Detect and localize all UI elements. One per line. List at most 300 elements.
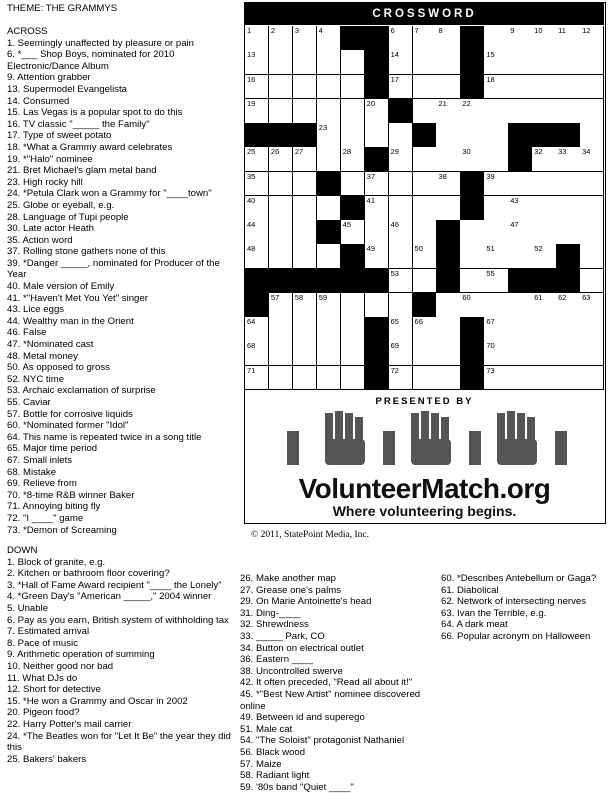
- grid-cell[interactable]: [389, 172, 413, 197]
- grid-cell[interactable]: [556, 341, 580, 366]
- grid-cell[interactable]: [436, 99, 460, 124]
- clue-number: 6: [390, 26, 395, 35]
- clue-number: 29: [390, 147, 399, 157]
- clue-item: 55. Caviar: [7, 397, 51, 408]
- grid-block: [460, 50, 484, 75]
- grid-cell[interactable]: [245, 317, 269, 342]
- grid-cell[interactable]: [293, 317, 317, 342]
- grid-cell[interactable]: [317, 123, 341, 148]
- grid-block: [532, 269, 556, 294]
- grid-cell[interactable]: [532, 293, 556, 318]
- clue-number: 58: [294, 292, 304, 302]
- grid-cell[interactable]: [436, 147, 460, 172]
- grid-cell[interactable]: [269, 220, 293, 245]
- grid-cell[interactable]: [269, 99, 293, 124]
- grid-cell[interactable]: [580, 269, 604, 294]
- clue-item: 45. *"Best New Artist" nominee discovered online: [240, 688, 421, 712]
- grid-cell[interactable]: [413, 244, 437, 269]
- grid-cell[interactable]: [580, 317, 604, 342]
- grid-cell[interactable]: [365, 172, 389, 197]
- grid-cell[interactable]: [245, 341, 269, 366]
- grid-block: [365, 75, 389, 100]
- grid-cell[interactable]: [269, 317, 293, 342]
- grid-block: [508, 147, 532, 172]
- presented-by-label: PRESENTED BY: [375, 396, 474, 407]
- grid-cell[interactable]: [245, 99, 269, 124]
- grid-cell[interactable]: [508, 220, 532, 245]
- grid-cell[interactable]: [365, 123, 389, 148]
- grid-cell[interactable]: [484, 123, 508, 148]
- grid-cell[interactable]: [245, 147, 269, 172]
- grid-cell[interactable]: [341, 147, 365, 172]
- clue-item: 51. Male cat: [240, 723, 293, 735]
- grid-block: [269, 269, 293, 294]
- grid-cell[interactable]: [269, 147, 293, 172]
- clue-item: 59. '80s band "Quiet ____": [240, 781, 354, 793]
- grid-cell[interactable]: [460, 99, 484, 124]
- clue-item: 64. This name is repeated twice in a song title: [7, 431, 202, 443]
- grid-cell[interactable]: [556, 99, 580, 124]
- clue-item: 37. Rolling stone gathers none of this: [7, 246, 166, 258]
- clue-item: 40. Male version of Emily: [7, 281, 115, 293]
- grid-cell[interactable]: [317, 99, 341, 124]
- grid-cell[interactable]: [245, 50, 269, 75]
- grid-cell[interactable]: [436, 123, 460, 148]
- grid-cell[interactable]: [317, 75, 341, 100]
- grid-cell[interactable]: [293, 220, 317, 245]
- grid-cell[interactable]: [508, 293, 532, 318]
- grid-cell[interactable]: [413, 196, 437, 221]
- grid-cell[interactable]: [365, 244, 389, 269]
- grid-cell[interactable]: [317, 293, 341, 318]
- clue-item: 24. *The Beatles won for "Let It Be" the year they did this: [7, 730, 231, 754]
- grid-cell[interactable]: [365, 196, 389, 221]
- grid-cell[interactable]: [436, 50, 460, 75]
- grid-cell[interactable]: [436, 196, 460, 221]
- clue-item: 67. Small inlets: [7, 454, 73, 466]
- grid-cell[interactable]: [436, 172, 460, 197]
- grid-block: [460, 341, 484, 366]
- clue-number: 65: [390, 317, 399, 327]
- grid-cell[interactable]: [341, 341, 365, 366]
- down-clues-col-1: [7, 545, 239, 765]
- grid-cell[interactable]: [317, 147, 341, 172]
- grid-cell[interactable]: [580, 220, 604, 245]
- clue-number: 50: [414, 244, 423, 254]
- grid-cell[interactable]: [580, 147, 604, 172]
- grid-cell[interactable]: [389, 50, 413, 75]
- grid-cell[interactable]: [580, 366, 604, 391]
- grid-cell[interactable]: [245, 244, 269, 269]
- grid-cell[interactable]: [269, 244, 293, 269]
- clue-item: 18. *What a Grammy award celebrates: [7, 141, 173, 153]
- clue-number: 72: [390, 365, 399, 375]
- clue-number: 33: [558, 147, 567, 157]
- clue-number: 55: [486, 268, 495, 278]
- grid-cell[interactable]: [532, 244, 556, 269]
- grid-cell[interactable]: [293, 293, 317, 318]
- grid-block: [317, 172, 341, 197]
- grid-cell[interactable]: [317, 26, 341, 51]
- clue-number: 61: [534, 292, 543, 302]
- grid-cell[interactable]: [341, 75, 365, 100]
- grid-cell[interactable]: [341, 50, 365, 75]
- grid-cell[interactable]: [436, 75, 460, 100]
- clue-item: 8. Pace of music: [7, 637, 78, 649]
- grid-cell[interactable]: [317, 50, 341, 75]
- clue-item: 44. Wealthy man in the Orient: [7, 315, 134, 327]
- grid-cell[interactable]: [556, 196, 580, 221]
- clue-item: 68. Mistake: [7, 466, 57, 478]
- grid-cell[interactable]: [556, 172, 580, 197]
- clue-number: 67: [486, 317, 495, 327]
- crossword-grid: [245, 26, 604, 390]
- clue-number: 25: [247, 147, 256, 157]
- clue-item: 9. Arithmetic operation of summing: [7, 649, 155, 661]
- grid-cell[interactable]: [580, 99, 604, 124]
- clue-number: 35: [247, 171, 256, 181]
- clue-item: 5. Unable: [7, 602, 49, 614]
- clue-number: 12: [582, 26, 591, 35]
- grid-cell[interactable]: [317, 366, 341, 391]
- clue-number: 63: [582, 292, 591, 302]
- grid-cell[interactable]: [389, 293, 413, 318]
- clue-item: 20. Pigeon food?: [7, 707, 80, 719]
- grid-cell[interactable]: [580, 293, 604, 318]
- grid-cell[interactable]: [532, 75, 556, 100]
- grid-cell[interactable]: [556, 50, 580, 75]
- clue-item: 30. Late actor Heath: [7, 223, 94, 235]
- grid-cell[interactable]: [508, 244, 532, 269]
- grid-cell[interactable]: [556, 366, 580, 391]
- grid-cell[interactable]: [532, 26, 556, 51]
- grid-cell[interactable]: [460, 244, 484, 269]
- clue-item: 56. Black wood: [240, 746, 306, 758]
- grid-cell[interactable]: [508, 317, 532, 342]
- grid-cell[interactable]: [413, 26, 437, 51]
- grid-block: [365, 317, 389, 342]
- grid-cell[interactable]: [580, 26, 604, 51]
- grid-block: [508, 123, 532, 148]
- down-clues-col-3: [441, 573, 609, 643]
- grid-cell[interactable]: [460, 220, 484, 245]
- grid-cell[interactable]: [389, 147, 413, 172]
- grid-cell[interactable]: [293, 244, 317, 269]
- grid-cell[interactable]: [556, 26, 580, 51]
- clue-item: 53. Archaic exclamation of surprise: [7, 385, 156, 397]
- grid-cell[interactable]: [460, 147, 484, 172]
- grid-cell[interactable]: [269, 196, 293, 221]
- clue-item: 3. *Hall of Fame Award recipient "____ the Lonely": [7, 579, 222, 591]
- grid-cell[interactable]: [413, 172, 437, 197]
- grid-block: [365, 366, 389, 391]
- grid-cell[interactable]: [532, 147, 556, 172]
- grid-cell[interactable]: [436, 317, 460, 342]
- grid-cell[interactable]: [293, 172, 317, 197]
- grid-cell[interactable]: [293, 99, 317, 124]
- down-heading: DOWN: [7, 545, 38, 556]
- grid-cell[interactable]: [293, 50, 317, 75]
- grid-cell[interactable]: [389, 366, 413, 391]
- grid-cell[interactable]: [269, 26, 293, 51]
- grid-cell[interactable]: [532, 196, 556, 221]
- clue-item: 41. *"Haven't Met You Yet" singer: [7, 292, 148, 304]
- grid-block: [317, 269, 341, 294]
- clue-number: 9: [510, 26, 515, 35]
- grid-block: [317, 220, 341, 245]
- clue-item: 28. Language of Tupi people: [7, 211, 129, 223]
- grid-cell[interactable]: [413, 341, 437, 366]
- grid-cell[interactable]: [341, 366, 365, 391]
- grid-block: [341, 196, 365, 221]
- clue-item: 9. Attention grabber: [7, 72, 91, 84]
- clue-number: 43: [510, 195, 519, 205]
- grid-cell[interactable]: [389, 341, 413, 366]
- grid-cell[interactable]: [580, 341, 604, 366]
- grid-cell[interactable]: [413, 220, 437, 245]
- grid-cell[interactable]: [245, 75, 269, 100]
- grid-cell[interactable]: [269, 75, 293, 100]
- clue-number: 73: [486, 365, 495, 375]
- clue-item: 50. As opposed to gross: [7, 362, 110, 374]
- grid-cell[interactable]: [269, 293, 293, 318]
- clue-item: 14. Consumed: [7, 95, 70, 107]
- grid-cell[interactable]: [317, 317, 341, 342]
- grid-cell[interactable]: [436, 341, 460, 366]
- grid-cell[interactable]: [413, 99, 437, 124]
- grid-cell[interactable]: [460, 269, 484, 294]
- grid-cell[interactable]: [413, 317, 437, 342]
- clue-item: 4. *Green Day's "American _____," 2004 winner: [7, 591, 212, 603]
- grid-block: [341, 26, 365, 51]
- grid-cell[interactable]: [245, 220, 269, 245]
- grid-cell[interactable]: [365, 293, 389, 318]
- grid-cell[interactable]: [508, 172, 532, 197]
- grid-block: [341, 244, 365, 269]
- grid-block: [532, 123, 556, 148]
- grid-block: [365, 341, 389, 366]
- grid-cell[interactable]: [508, 99, 532, 124]
- grid-cell[interactable]: [532, 366, 556, 391]
- grid-cell[interactable]: [556, 75, 580, 100]
- grid-cell[interactable]: [341, 172, 365, 197]
- grid-cell[interactable]: [389, 123, 413, 148]
- grid-cell[interactable]: [508, 196, 532, 221]
- grid-cell[interactable]: [580, 172, 604, 197]
- clue-number: 66: [414, 317, 423, 327]
- grid-block: [436, 244, 460, 269]
- grid-block: [245, 269, 269, 294]
- clue-number: 21: [438, 98, 447, 108]
- grid-cell[interactable]: [245, 172, 269, 197]
- grid-cell[interactable]: [269, 50, 293, 75]
- clue-item: 58. Radiant light: [240, 770, 310, 782]
- grid-block: [365, 147, 389, 172]
- grid-cell[interactable]: [484, 50, 508, 75]
- clue-item: 71. Annoying biting fly: [7, 501, 101, 513]
- clue-item: 47. *Nominated cast: [7, 339, 94, 351]
- grid-cell[interactable]: [484, 75, 508, 100]
- grid-cell[interactable]: [293, 147, 317, 172]
- clue-number: 28: [342, 147, 352, 157]
- grid-cell[interactable]: [484, 269, 508, 294]
- grid-cell[interactable]: [580, 75, 604, 100]
- grid-cell[interactable]: [389, 196, 413, 221]
- clue-number: 27: [294, 147, 304, 157]
- grid-cell[interactable]: [532, 99, 556, 124]
- grid-block: [556, 244, 580, 269]
- clue-item: 29. On Marie Antoinette's head: [240, 596, 372, 608]
- grid-block: [460, 172, 484, 197]
- clue-item: 16. TV classic "_____ the Family": [7, 118, 150, 130]
- grid-cell[interactable]: [508, 341, 532, 366]
- clue-item: 7. Estimated arrival: [7, 626, 90, 638]
- grid-cell[interactable]: [556, 293, 580, 318]
- clue-item: 23. High rocky hill: [7, 176, 83, 188]
- grid-cell[interactable]: [293, 26, 317, 51]
- grid-cell[interactable]: [556, 220, 580, 245]
- grid-cell[interactable]: [269, 172, 293, 197]
- grid-cell[interactable]: [532, 172, 556, 197]
- grid-cell[interactable]: [580, 196, 604, 221]
- clue-item: 27. Grease one's palms: [240, 584, 342, 596]
- clue-number: 44: [247, 220, 256, 230]
- grid-cell[interactable]: [341, 220, 365, 245]
- grid-cell[interactable]: [484, 317, 508, 342]
- grid-cell[interactable]: [436, 26, 460, 51]
- clue-number: 23: [318, 123, 328, 133]
- grid-cell[interactable]: [484, 293, 508, 318]
- clue-item: 39. *Danger _____, nominated for Producer of the Year: [7, 257, 220, 281]
- grid-cell[interactable]: [389, 75, 413, 100]
- grid-cell[interactable]: [484, 196, 508, 221]
- clue-number: 26: [270, 147, 280, 157]
- grid-cell[interactable]: [413, 75, 437, 100]
- grid-cell[interactable]: [293, 341, 317, 366]
- grid-cell[interactable]: [532, 341, 556, 366]
- grid-cell[interactable]: [508, 26, 532, 51]
- clue-number: 10: [534, 26, 543, 35]
- grid-cell[interactable]: [389, 26, 413, 51]
- grid-cell[interactable]: [269, 366, 293, 391]
- clue-number: 32: [534, 147, 543, 157]
- clue-item: 24. *Petula Clark won a Grammy for "____town": [7, 188, 212, 200]
- grid-cell[interactable]: [317, 341, 341, 366]
- grid-cell[interactable]: [341, 293, 365, 318]
- grid-cell[interactable]: [484, 26, 508, 51]
- clue-number: 46: [390, 220, 399, 230]
- grid-block: [413, 123, 437, 148]
- grid-cell[interactable]: [293, 75, 317, 100]
- grid-cell[interactable]: [341, 99, 365, 124]
- grid-cell[interactable]: [436, 366, 460, 391]
- grid-cell[interactable]: [580, 123, 604, 148]
- grid-cell[interactable]: [484, 220, 508, 245]
- grid-block: [436, 269, 460, 294]
- grid-cell[interactable]: [484, 147, 508, 172]
- grid-cell[interactable]: [413, 50, 437, 75]
- grid-cell[interactable]: [293, 366, 317, 391]
- grid-cell[interactable]: [508, 50, 532, 75]
- grid-cell[interactable]: [508, 75, 532, 100]
- clue-item: 21. Bret Michael's glam metal band: [7, 165, 157, 177]
- grid-cell[interactable]: [245, 366, 269, 391]
- clue-number: 57: [270, 292, 280, 302]
- grid-cell[interactable]: [317, 244, 341, 269]
- clue-number: 64: [247, 317, 256, 327]
- grid-cell[interactable]: [508, 366, 532, 391]
- grid-block: [365, 269, 389, 294]
- logo-tagline: Where volunteering begins.: [332, 503, 517, 519]
- grid-cell[interactable]: [269, 341, 293, 366]
- grid-cell[interactable]: [580, 50, 604, 75]
- grid-cell[interactable]: [413, 147, 437, 172]
- clue-item: 54. "The Soloist" protagonist Nathaniel: [240, 735, 405, 747]
- clue-number: 11: [558, 26, 566, 35]
- across-heading: ACROSS: [7, 26, 48, 37]
- grid-block: [293, 269, 317, 294]
- grid-cell[interactable]: [389, 244, 413, 269]
- grid-cell[interactable]: [436, 293, 460, 318]
- grid-cell[interactable]: [484, 99, 508, 124]
- clue-item: 57. Bottle for corrosive liquids: [7, 408, 133, 420]
- grid-cell[interactable]: [245, 26, 269, 51]
- clue-number: 16: [247, 74, 256, 84]
- clue-item: 60. *Nominated former "Idol": [7, 420, 129, 432]
- grid-cell[interactable]: [293, 196, 317, 221]
- clue-item: 57. Maize: [240, 758, 282, 770]
- clue-number: 60: [462, 292, 471, 302]
- grid-block: [365, 50, 389, 75]
- grid-cell[interactable]: [484, 341, 508, 366]
- clue-item: 11. What DJs do: [7, 672, 78, 684]
- grid-cell[interactable]: [413, 366, 437, 391]
- grid-cell[interactable]: [532, 220, 556, 245]
- grid-cell[interactable]: [580, 244, 604, 269]
- grid-cell[interactable]: [365, 99, 389, 124]
- grid-cell[interactable]: [389, 220, 413, 245]
- clue-item: 15. Las Vegas is a popular spot to do this: [7, 107, 183, 119]
- clue-number: 39: [486, 171, 495, 181]
- clue-number: 49: [366, 244, 375, 254]
- clue-item: 33. _____ Park, CO: [240, 630, 325, 642]
- grid-cell[interactable]: [413, 269, 437, 294]
- grid-cell[interactable]: [341, 123, 365, 148]
- clue-number: 17: [390, 74, 399, 84]
- grid-cell[interactable]: [484, 366, 508, 391]
- grid-cell[interactable]: [389, 269, 413, 294]
- grid-cell[interactable]: [484, 244, 508, 269]
- grid-block: [460, 26, 484, 51]
- grid-cell[interactable]: [245, 196, 269, 221]
- grid-cell[interactable]: [532, 317, 556, 342]
- grid-cell[interactable]: [365, 220, 389, 245]
- clue-item: 22. Harry Potter's mail carrier: [7, 718, 132, 730]
- clue-item: 12. Short for detective: [7, 684, 101, 696]
- grid-cell[interactable]: [460, 123, 484, 148]
- grid-cell[interactable]: [341, 317, 365, 342]
- grid-block: [508, 269, 532, 294]
- grid-cell[interactable]: [389, 317, 413, 342]
- grid-cell[interactable]: [556, 317, 580, 342]
- grid-cell[interactable]: [317, 196, 341, 221]
- grid-block: [556, 123, 580, 148]
- grid-cell[interactable]: [532, 50, 556, 75]
- grid-cell[interactable]: [484, 172, 508, 197]
- grid-cell[interactable]: [460, 293, 484, 318]
- grid-cell[interactable]: [556, 147, 580, 172]
- copyright-notice: © 2011, StatePoint Media, Inc.: [251, 530, 369, 540]
